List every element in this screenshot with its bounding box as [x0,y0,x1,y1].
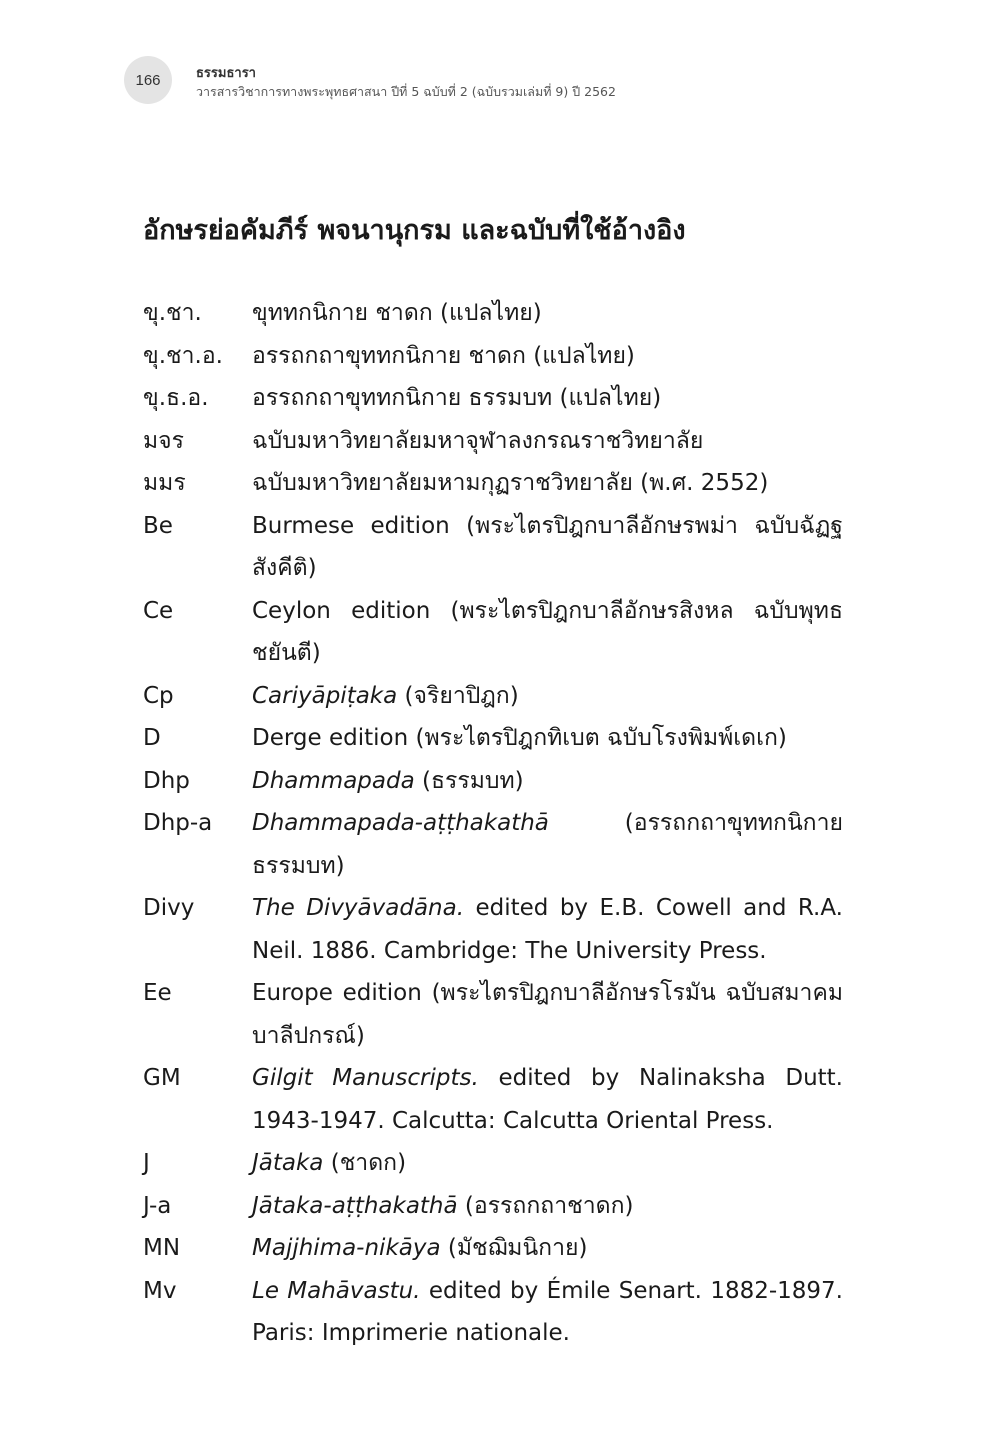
work-title: Cariyāpiṭaka [252,682,398,709]
abbreviation-definition [252,590,843,675]
abbreviation-key: J [143,1150,150,1176]
definition-text: ฉบับมหาวิทยาลัยมหามกุฏราชวิทยาลัย (พ.ศ. 2552) [252,470,769,496]
abbreviation-definition [252,1270,843,1355]
abbreviation-definition [252,972,843,1057]
abbreviation-key: Dhp [143,767,190,794]
abbreviation-entry [143,420,843,463]
work-title: Le Mahāvastu. [252,1277,421,1304]
definition-text: (อรรถกถาขุททกนิกาย ธรรมบท) [252,810,843,879]
abbreviation-entry [143,1057,843,1142]
abbreviation-key: ขุ.ชา.อ. [143,342,223,369]
definition-text: (จริยาปิฎก) [397,682,519,709]
abbreviation-definition [252,760,843,803]
definition-text: edited by Nalinaksha Dutt. 1943-1947. Calcutta: Calcutta Oriental Press. [252,1065,843,1134]
abbreviation-definition [252,1185,843,1228]
definition-text: Burmese edition (พระไตรปิฎกบาลีอักษรพม่า ฉบับฉัฏฐสังคีติ) [252,512,843,581]
abbreviation-definition [252,802,843,887]
abbreviation-key: Dhp-a [143,810,213,836]
work-title: Jātaka-aṭṭhakathā [252,1192,458,1219]
definition-text: (อรรถกถาชาดก) [457,1192,634,1219]
abbreviation-definition [252,505,843,590]
abbreviation-definition [252,1142,843,1185]
abbreviation-key: D [143,725,161,751]
page-number: 166 [135,71,161,89]
abbreviation-entry [143,887,843,972]
abbreviation-key: GM [143,1065,181,1091]
abbreviation-entry [143,760,843,803]
abbreviation-key: Mv [143,1277,177,1304]
journal-info: วารสารวิชาการทางพระพุทธศาสนา ปีที่ 5 ฉบับที่ 2 (ฉบับรวมเล่มที่ 9) ปี 2562 [196,84,616,99]
abbreviation-key: มจร [143,427,184,454]
abbreviation-entry [143,972,843,1057]
abbreviation-definition [252,377,843,420]
abbreviation-definition [252,292,843,335]
definition-text: อรรถกถาขุททกนิกาย ชาดก (แปลไทย) [252,342,635,369]
abbreviation-entry [143,462,843,505]
abbreviation-entry [143,1142,843,1185]
definition-text: (ชาดก) [323,1150,407,1176]
abbreviation-definition [252,1057,843,1142]
work-title: Majjhima-nikāya [252,1235,441,1261]
abbreviation-definition [252,335,843,378]
abbreviation-definition [252,1227,843,1270]
section-title: อักษรย่อคัมภีร์ พจนานุกรม และฉบับที่ใช้อ้างอิง [143,215,686,246]
abbreviation-entry [143,1227,843,1270]
abbreviation-entry [143,1185,843,1228]
abbreviation-key: Ce [143,597,174,624]
definition-text: edited by E.B. Cowell and R.A. Neil. 1886. Cambridge: The University Press. [252,895,843,964]
definition-text: edited by Émile Senart. 1882-1897. Paris: Imprimerie nationale. [252,1277,843,1346]
journal-name: ธรรมธารา [196,66,256,81]
abbreviation-key: ขุ.ชา. [143,300,202,326]
abbreviation-definition [252,675,843,718]
definition-text: Europe edition (พระไตรปิฎกบาลีอักษรโรมัน ฉบับสมาคมบาลีปกรณ์) [252,980,843,1049]
abbreviation-entry [143,335,843,378]
work-title: The Divyāvadāna. [252,895,465,921]
definition-text: ฉบับมหาวิทยาลัยมหาจุฬาลงกรณราชวิทยาลัย [252,427,704,454]
abbreviation-entry [143,505,843,590]
abbreviation-list [143,292,843,1355]
abbreviation-key: J-a [143,1192,172,1219]
abbreviation-key: Be [143,512,173,539]
abbreviation-definition [252,717,843,760]
abbreviation-definition [252,462,843,505]
page-number-badge [124,56,172,104]
definition-text: Derge edition (พระไตรปิฎกทิเบต ฉบับโรงพิมพ์เดเก) [252,725,787,751]
abbreviation-definition [252,420,843,463]
abbreviation-key: Divy [143,895,195,921]
work-title: Jātaka [252,1150,324,1176]
abbreviation-definition [252,887,843,972]
abbreviation-entry [143,590,843,675]
abbreviation-key: MN [143,1235,181,1261]
abbreviation-entry [143,1270,843,1355]
abbreviation-entry [143,377,843,420]
work-title: Dhammapada [252,767,415,794]
abbreviation-entry [143,292,843,335]
definition-text: Ceylon edition (พระไตรปิฎกบาลีอักษรสิงหล ฉบับพุทธชยันตี) [252,597,843,666]
abbreviation-key: Cp [143,682,174,709]
abbreviation-entry [143,717,843,760]
definition-text: (ธรรมบท) [414,767,524,794]
definition-text: (มัชฌิมนิกาย) [440,1235,588,1261]
definition-text: ขุททกนิกาย ชาดก (แปลไทย) [252,300,542,326]
abbreviation-key: ขุ.ธ.อ. [143,385,209,411]
work-title: Dhammapada-aṭṭhakathā [252,810,549,836]
abbreviation-key: Ee [143,980,172,1006]
abbreviation-key: มมร [143,470,186,496]
work-title: Gilgit Manuscripts. [252,1065,479,1091]
abbreviation-entry [143,675,843,718]
definition-text: อรรถกถาขุททกนิกาย ธรรมบท (แปลไทย) [252,385,662,411]
abbreviation-entry [143,802,843,887]
